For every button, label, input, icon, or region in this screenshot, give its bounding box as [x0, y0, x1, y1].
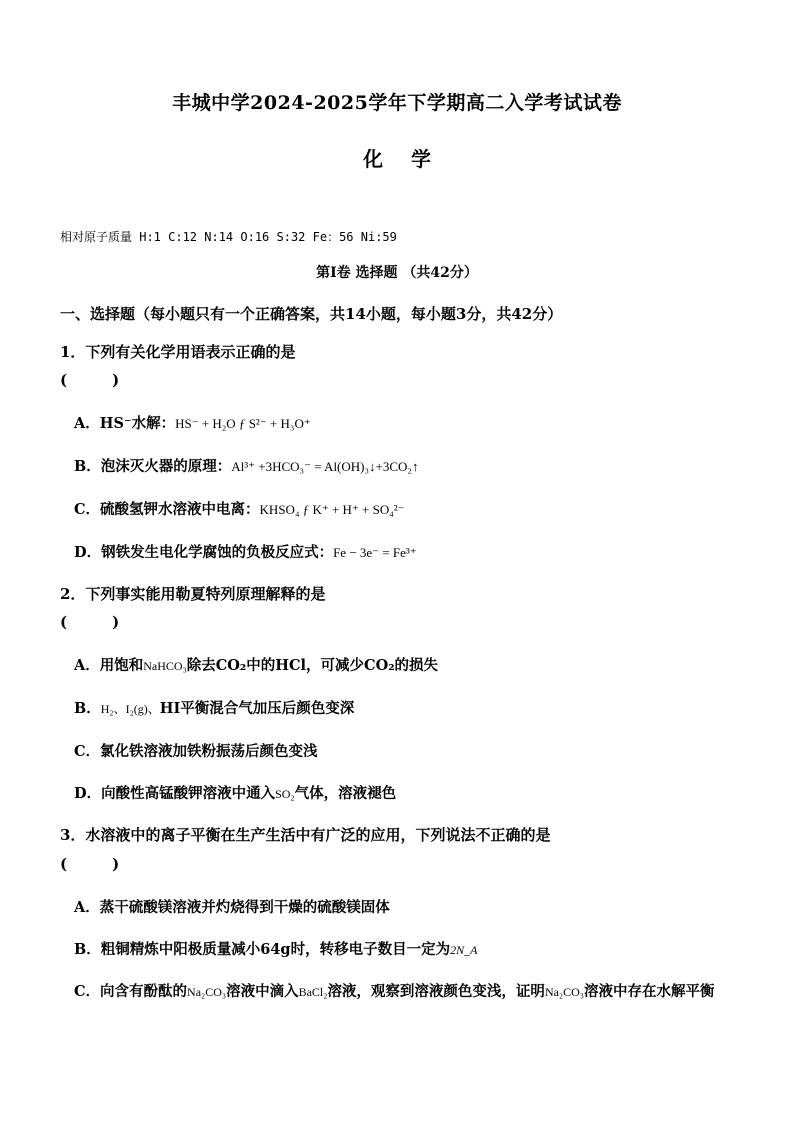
question-3-option-a[interactable]: [74, 896, 390, 917]
option-text: D．向酸性高锰酸钾溶液中通入: [74, 785, 276, 802]
option-label: B．泡沫灭火器的原理：: [74, 458, 232, 475]
question-2-option-c[interactable]: [74, 740, 318, 761]
atomic-masses: 相对原子质量 H:1 C:12 N:14 O:16 S:32 Fe：56 Ni:59: [60, 230, 397, 244]
option-text: B．粗铜精炼中阳极质量减小64g时，转移电子数目一定为: [74, 941, 451, 958]
question-1-option-b[interactable]: [74, 455, 418, 476]
option-text-tail: 溶液中存在水解平衡: [583, 983, 715, 1000]
exam-title: 丰城中学2024-2025学年下学期高二入学考试试卷: [172, 92, 622, 114]
question-3-stem: 3．水溶液中的离子平衡在生产生活中有广泛的应用，下列说法不正确的是: [60, 826, 551, 844]
option-text-tail: 除去CO₂中的HCl，可减少CO₂的损失: [186, 657, 439, 674]
option-formula: HS⁻ + H₂O ƒ S²⁻ + H₃O⁺: [175, 416, 311, 431]
option-formula: Fe − 3e⁻ = Fe³⁺: [333, 545, 417, 560]
question-2-option-d[interactable]: [74, 782, 396, 803]
question-2-stem: 2．下列事实能用勒夏特列原理解释的是: [60, 585, 326, 603]
subject-title: 化学: [363, 147, 459, 171]
option-text: A．用饱和: [74, 657, 144, 674]
option-text-tail: 气体，溶液褪色: [294, 785, 397, 802]
question-1-option-d[interactable]: [74, 541, 417, 562]
option-text: C．氯化铁溶液加铁粉振荡后颜色变浅: [74, 743, 318, 760]
option-text: A．蒸干硫酸镁溶液并灼烧得到干燥的硫酸镁固体: [74, 899, 390, 916]
option-text: B．: [74, 700, 101, 717]
option-formula: NaHCO₃: [143, 659, 187, 673]
option-formula: Na₂CO₃: [187, 985, 227, 999]
option-formula: Al³⁺ +3HCO₃⁻ = Al(OH)₃↓+3CO₂↑: [231, 459, 419, 474]
option-label: A．HS⁻水解：: [74, 415, 176, 432]
option-text-tail: HI平衡混合气加压后颜色变深: [159, 700, 355, 717]
option-formula: 2N_A: [450, 943, 478, 957]
option-label: D．钢铁发生电化学腐蚀的负极反应式：: [74, 544, 334, 561]
question-1-stem: 1．下列有关化学用语表示正确的是: [60, 343, 296, 361]
option-text: C．向含有酚酞的: [74, 983, 188, 1000]
option-formula: KHSO₄ ƒ K⁺ + H⁺ + SO₄²⁻: [259, 502, 405, 517]
section-title: 第Ⅰ卷 选择题 （共42分）: [316, 265, 478, 281]
option-formula: SO₂: [275, 787, 295, 801]
question-1-option-a[interactable]: [74, 412, 311, 433]
question-1-answer-paren: ( ): [60, 371, 120, 389]
question-1-option-c[interactable]: [74, 498, 405, 519]
question-3-option-b[interactable]: [74, 938, 477, 959]
question-3-answer-paren: ( ): [60, 855, 120, 873]
option-text-mid: 溶液中滴入: [226, 983, 299, 1000]
question-2-option-b[interactable]: [74, 697, 354, 718]
part-title: 一、选择题（每小题只有一个正确答案，共14小题，每小题3分，共42分）: [60, 305, 563, 323]
question-2-option-a[interactable]: [74, 654, 438, 675]
option-text-mid-2: 溶液，观察到溶液颜色变浅，证明: [327, 983, 545, 1000]
option-formula-2: BaCl₂: [298, 985, 328, 999]
question-3-option-c[interactable]: [74, 976, 754, 1008]
option-formula-3: Na₂CO₃: [544, 985, 584, 999]
option-formula: H₂、I₂(g)、: [100, 702, 160, 716]
option-label: C．硫酸氢钾水溶液中电离：: [74, 501, 260, 518]
question-2-answer-paren: ( ): [60, 613, 120, 631]
